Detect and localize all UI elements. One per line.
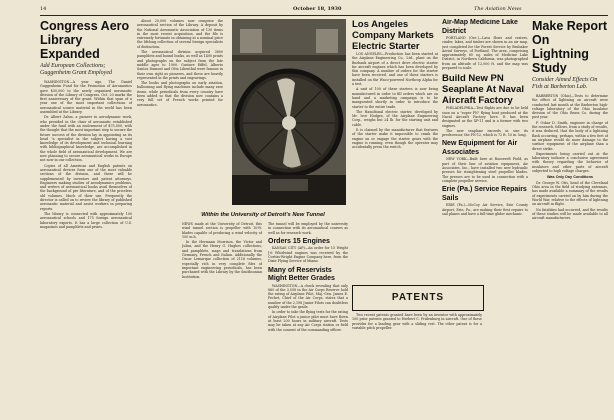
headline-pn-seaplane: Build New PN Seaplane At Naval Aircraft Factory [442,73,525,107]
paragraph: The new seaplane exceeds in size its predecessor, the PN-12, which is 72 ft. 10 in. long. [442,128,528,138]
paragraph: The aeronautical division acquired 3800 pamphlets and bound books, as well as 1400 prints and photographs on the subject from the late middle ages to 1900. Gustave Eiffel, Alberto Santos Dumont and Otto Lilienthal were famous in their own right as pioneers, and these are heavily represented in the prints and engravings. [137,50,223,80]
publication-name: The Aviation News [474,6,522,12]
article-orders-and-reservists [268,222,348,417]
paragraph: It is claimed by the manufacturer that features of the starter make it impossible to crank the engine on or engage the starter gears with the engine is running, even though the operator may accidentally press the switch. [352,128,438,150]
paragraph: WASHINGTON—A year ago, The Daniel Guggenheim Fund for the Promotion of Aeronautics gave $30,000 to the newly organized aeronautic division of the Library of Congress. Oct. 20 marks the first anniversary of the grant. Within that span of a year one of the most important collections of aeronautical source material in the world has been assembled at the Library. [40,80,132,115]
headline-air-map: Air-Map Medicine Lake District [442,19,518,35]
paragraph: KANSAS CITY (AP)—An order for 15 Wright J-6 Whirlwind engines was received by the Curtiss-Wright Engine Company here, from the Dixie Flying Service of Miami. [268,246,348,264]
headline-reservists: Many of Reservists Might Better Grades [268,266,335,283]
paragraph: Dr. George W. Otis, head of the Cleveland Ohio area in the field of studying antennas, has made available a summary of the results of experiments carried on by him during the World War, relative to the effects of lightning on aircraft in flight. [532,180,608,207]
paragraph: In the Hermann Morrison, the Victor and Julius, and the Henry G. Hughes collections, and pamphlets, maps and translations from Germany, French and Italian. Additionally the Oscar Lemarque collection of 2116 volumes, especially rich in very complete files of important engineering periodicals, has been purchased with the Library by the Smithsonian Institution. [182,240,262,279]
paragraph: Experiments being carried out at the laboratory indicate a conclusive agreement with theory regarding the behavior of insulators and other parts of aircraft subjected to high voltage charges. [532,151,608,174]
article-congress-library [40,19,132,417]
article-detroit-tunnel [182,222,262,417]
headline-erie-service: Erie (Pa.) Service Repairs Sails [442,186,527,202]
paragraph: The books and photographs on early aviation, ballooning and flying machines include many rare items, while periodicals from every country have been added so that the division now contains a very full set of French works printed for aeronautics. [137,81,223,107]
paragraph: BARBERTON (Ohio)—Tests to determine the effect of lightning on aircraft were conducted last month at the Barberton high-voltage laboratory of the Ohio Insulator division of the Ohio Brass Co. during the past year. [532,94,608,120]
deck-congress-library: Add European Collections; Guggenheim Grant Employed [40,63,112,76]
paragraph: Dr. Albert Zahm, a pioneer in aerodynamic work, who presided in the chair of aeronautic established under the fund with an endowment of $75,000, with the thought that the most important step to secure the future success of the division lay in appointing as its head "a specialist in the subject having a vast knowledge of its development and technical learning with bibliographical knowledge, are accomplished in the whole field of aeronautical development. We are now planning to secure aeronautical works in Europe not now in our collection. [40,115,132,163]
headline-lightning-study: Make Report On Lightning Study [532,19,608,75]
issue-date: October 18, 1930 [293,6,342,12]
article-electric-starter [352,19,438,281]
paragraph: PORTLAND (Ore.)—Lava flows and craters, cinder, lakes, and timber are shown in an air map, just completed for the Forest Service by Brubaker Aerial Surveys, of Portland. The area, comprising approximately 60 sq. miles of Medicine Lake District, in Northern California, was photographed from an altitude of 12,000 ft. and the map was prepared to scale. [442,36,528,71]
paragraph: No fatalities had occurred, and the results of these studies will be made available to all aircraft manufacturers. [532,207,608,221]
wind-tunnel-photo [232,19,346,205]
paragraph: NEWS made at the University of Detroit, this wind tunnel section is propeller with 10-ft. blades capable of producing a wind velocity of 100 m.h. [182,222,262,239]
headline-electric-starter: Los Angeles Company Markets Electric Starter [352,19,434,52]
paragraph: PHILADELPHIA—Test flights are due to be held soon on a "super PN" flying boat produced at the Naval Aircraft Factory here. It has been designated as the XP-11 and is a former with two engines. [442,106,528,128]
paragraph: NEW YORK—Built here at Roosevelt Field, as part of their line of aviation equipment, Air Associates, Inc., have installed two new hydraulic presses for straightening steel propeller blades. The presses are to be used in connection with a complete propeller service. [442,157,528,183]
paragraph: About 20,000 volumes now comprise the aeronautical section of the Library. A deposit by the National Aeronautic Association of 130 items in the most recent acquisition, and the file is extremely fortunate in obtaining at a nominal price the lifelong collection of several foreign specialists of distinction. [137,19,223,49]
header-rule [40,15,608,16]
paragraph: The library is connected with approximately 100 aeronautical schools and 175 foreign aeronautical laboratory experts. It has a large collection of U.S. magazines and pamphlets and prizes. [40,211,132,229]
subheading: Was Only Day Conditions [546,175,594,180]
article-column-five [442,19,528,417]
paragraph: In order to take the flying tests for the rating of Airplane Pilot a junior pilot must have flown at least 200 hours in military aircraft. Tests may be taken at any Air Corps station or field with the consent of the commanding officer. [268,310,348,332]
page-number: 14 [40,6,47,12]
headline-congress-library: Congress Aero Library Expanded [40,19,130,61]
patents-title: PATENTS [391,292,445,303]
article-lightning-study [532,19,608,417]
paragraph: WASHINGTON—A check revealing that only 860 of the 3,058 in the Air Corps Reserve hold the rating of Airplane Pilot, Maj.-Gen. James E. Fechet, Chief of the Air Corps, states that a number of the 2,198 Junior Pilots can doubtless qualify under the grade. [268,283,348,310]
wind-tunnel-illustration [232,19,346,205]
paragraph: The Hamiltonal electric starter, developed by Mr. Ivor Hodges, of the Airplane Engineering Corp., weighs but 24 lb. for the starting unit and cable. [352,109,438,127]
paragraph: Copies of all American and English patents on aeronautical devices form one of the most valuable sections of the division, and these will be supplemented by inventors and patent attorneys. Engineers making studies of aerodynamics problems, and writers of aeronautical books avail themselves of the background of pre literature, and of the priceless old volumes. Much of their use. Frequently the director is called on to review the library of published aeronautic material and assist workers in preparing reports. [40,163,132,211]
paragraph: A unit of 100 of these starters is now being manufactured in order to fill orders which are on hand and a marketing campaign is to be inaugurated shortly in order to introduce the starter to the entire trade. [352,87,438,109]
running-header [40,6,608,14]
photo-caption: Within the University of Detroit's New Tunnel [201,212,325,218]
paragraph: Two recent patents granted have been by an inventor with approximately 100 prior patents granted to Herbert C. Fridenburg in aircraft. One of these provides for a landing gear with a sliding rest. The other patent is for a variable pitch propeller. [352,313,482,330]
paragraph: ERIE (Pa.)—McCoy Air Service, Erie County Airport, Erie, Pa., are making their first repairs to sail planes and have a full-time glider mechanic. [442,203,528,216]
paragraph: The tunnel will be employed by the university in connection with its aeronautical courses as well as for research work. [268,222,348,235]
deck-lightning-study: Consider Aimed Effects On Fish at Barberton Lab. [532,77,598,90]
headline-orders-engines: Orders 15 Engines [268,237,330,245]
paragraph: LOS ANGELES—Production has been started at the Airplane Engineering Co., Ltd., plant on the Burbank airport of a direct drive electric starter for aircraft engines which has been developed by this company. A number of orders for the starter have been received, and one of these starters is installed on the Waco-powered Northrop Alpha for a test. [352,52,438,87]
paragraph: F. Oskar D. Smith, engineer in charge of the research, follows, from a study of results, it was deduced, that the body of a lightning flash occurring, perhaps, within a few feet of an airplane would do more damage to the surface equipment of the airplane than a direct strike. [532,120,608,151]
headline-air-associates: New Equipment for Air Associates [442,140,518,156]
